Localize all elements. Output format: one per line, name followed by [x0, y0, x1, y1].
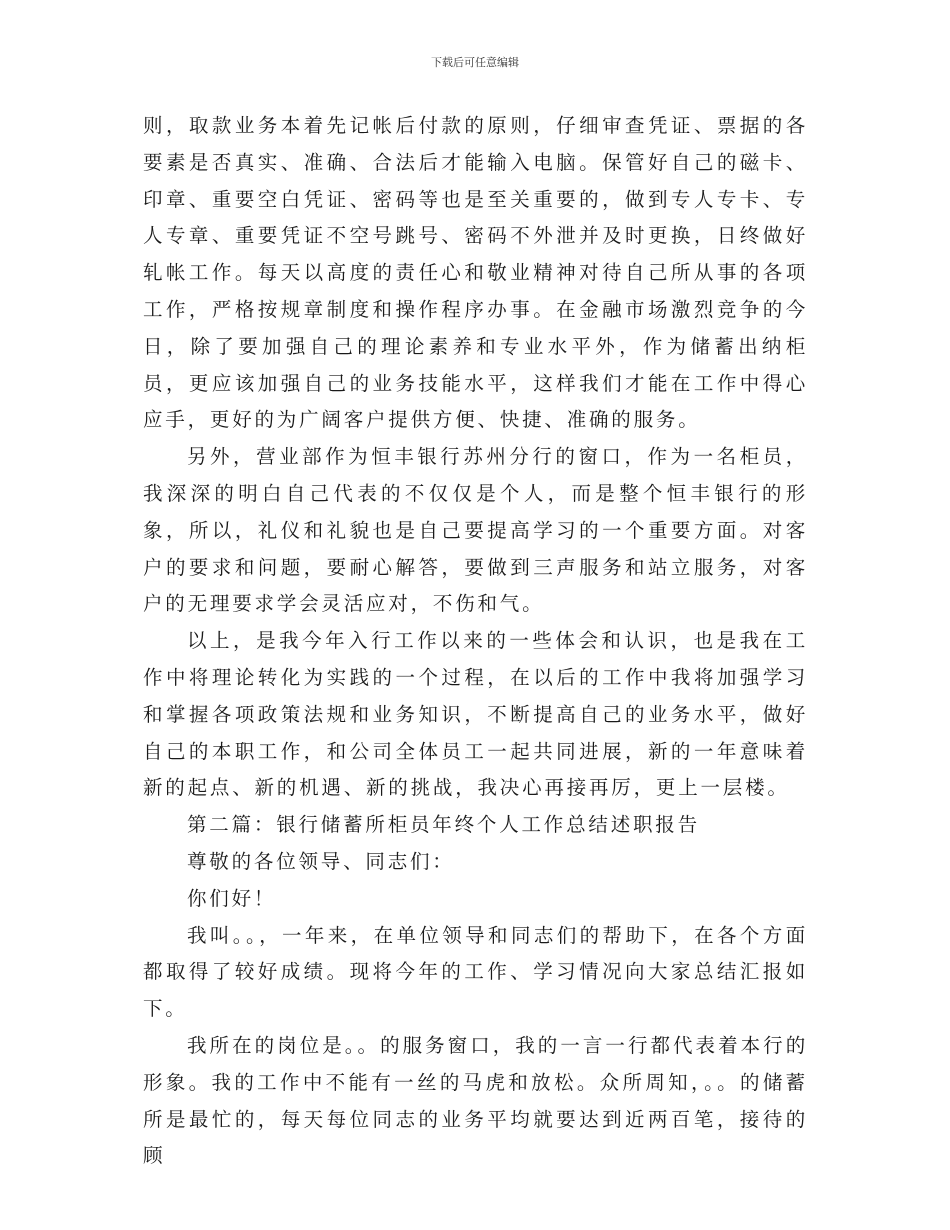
- greeting: 你们好！: [187, 886, 277, 910]
- paragraph-intro: 我叫。。，一年来，在单位领导和同志们的帮助下，在各个方面都取得了较好成绩。现将今年的工作、学习情况向大家总结汇报如下。: [143, 923, 808, 1021]
- paragraph-1: 则，取款业务本着先记帐后付款的原则，仔细审查凭证、票据的各要素是否真实、准确、合法后才能输入电脑。保管好自己的磁卡、印章、重要空白凭证、密码等也是至关重要的，做到专人专卡、专人专章、重要凭证不空号跳号、密码不外泄并及时更换，日终做好轧帐工作。每天以高度的责任心和敬业精神对待自己所从事的各项工作，严格按规章制度和操作程序办事。在金融市场激烈竞争的今日，除了要加强自己的理论素养和专业水平外，作为储蓄出纳柜员，更应该加强自己的业务技能水平，这样我们才能在工作中得心应手，更好的为广阔客户提供方便、快捷、准确的服务。: [143, 114, 808, 432]
- page-header-note: 下载后可任意编辑: [431, 56, 519, 69]
- paragraph-position: 我所在的岗位是。。的服务窗口，我的一言一行都代表着本行的形象。我的工作中不能有一丝的马虎和放松。众所周知，。。的储蓄所是最忙的，每天每位同志的业务平均就要达到近两百笔，接待的顾: [143, 1033, 808, 1168]
- document-body: [143, 108, 808, 1175]
- section-title: 第二篇：银行储蓄所柜员年终个人工作总结述职报告: [187, 813, 700, 837]
- salutation: 尊敬的各位领导、同志们：: [187, 849, 455, 873]
- paragraph-2: 另外，营业部作为恒丰银行苏州分行的窗口，作为一名柜员，我深深的明白自己代表的不仅仅是个人，而是整个恒丰银行的形象，所以，礼仪和礼貌也是自己要提高学习的一个重要方面。对客户的要求和问题，要耐心解答，要做到三声服务和站立服务，对客户的无理要求学会灵活应对，不伤和气。: [143, 445, 808, 616]
- paragraph-3: 以上，是我今年入行工作以来的一些体会和认识，也是我在工作中将理论转化为实践的一个过程，在以后的工作中我将加强学习和掌握各项政策法规和业务知识，不断提高自己的业务水平，做好自己的本职工作，和公司全体员工一起共同进展，新的一年意味着新的起点、新的机遇、新的挑战，我决心再接再厉，更上一层楼。: [143, 629, 808, 800]
